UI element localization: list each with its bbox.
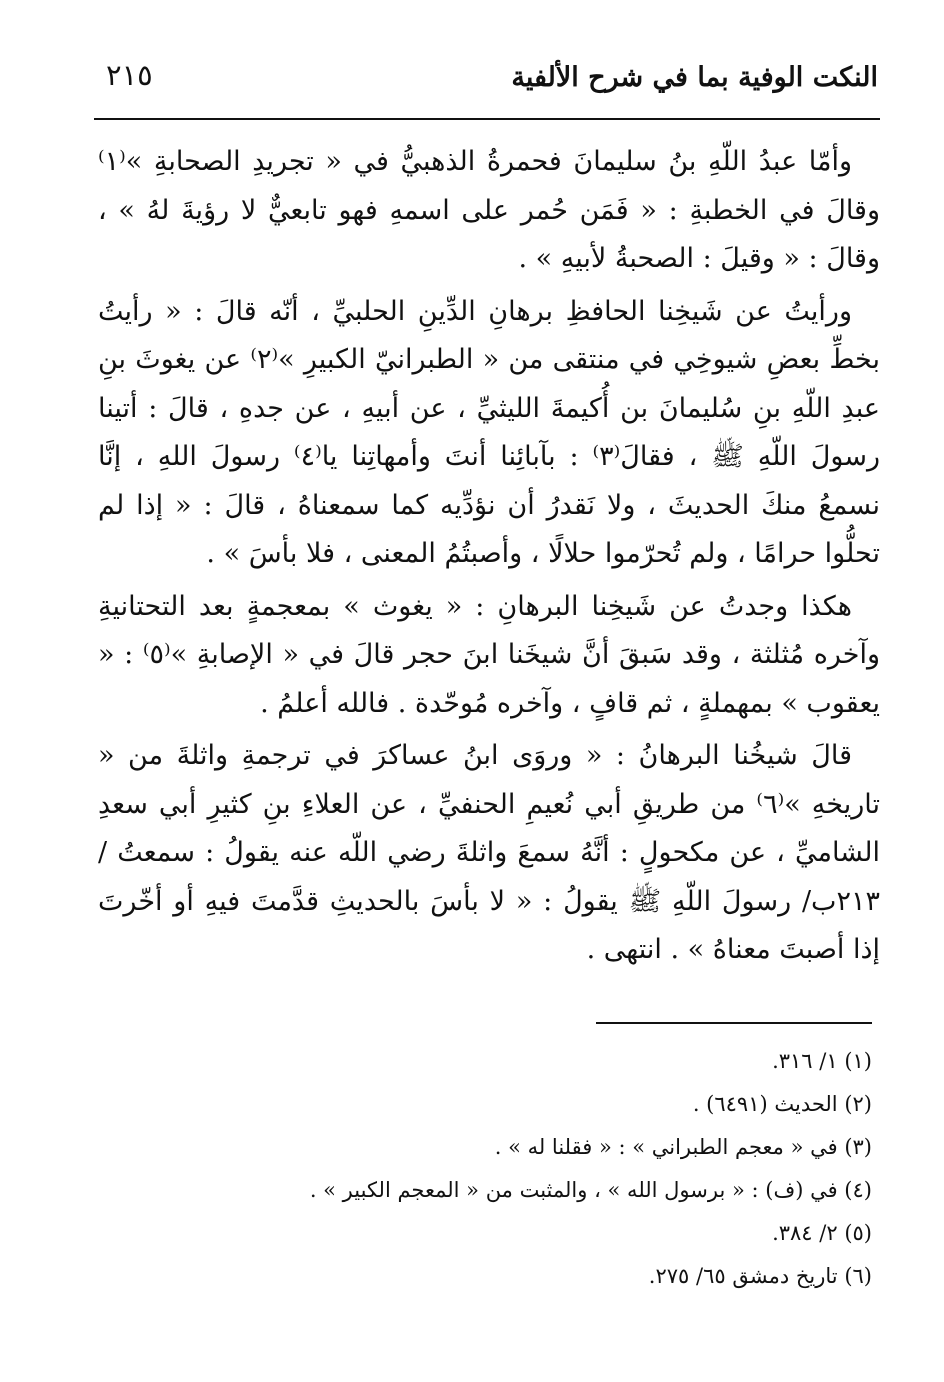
header-rule [94,118,880,120]
footnote: (٤) في (ف) : « برسول الله » ، والمثبت من « المعجم الكبير » . [309,1178,872,1202]
main-text [98,138,880,979]
footnote: (١) ١/ ٣١٦. [772,1049,872,1073]
paragraph: وأمّا عبدُ اللّهِ بنُ سليمانَ فحمرةُ الذهبيُّ في « تجريدِ الصحابةِ »⁽١⁾ وقالَ في الخطبةِ : « فَمَن حُمر على اسمهِ فهو تابعيٌّ لا رؤيةَ لهُ » ، وقالَ : « وقيلَ : الصحبةُ لأبيهِ » . [98,146,880,274]
paragraph: ورأيتُ عن شَيخِنا الحافظِ برهانِ الدِّينِ الحلبيِّ ، أنّه قالَ : « رأيتُ بخطِّ بعضِ شيوخِي في منتقى من « الطبرانيّ الكبيرِ »⁽٢⁾ عن يغوثَ بنِ عبدِ اللّهِ بنِ سُليمانَ بن أُكيمةَ الليثيِّ ، عن أبيهِ ، عن جدهِ ، قالَ : أتينا رسولَ اللّهِ ﷺ ، فقالَ⁽٣⁾ : بآبائِنا أنتَ وأمهاتِنا يا⁽٤⁾ رسولَ اللهِ ، إنَّا نسمعُ منكَ الحديثَ ، ولا نَقدرُ أن نؤدِّيه كما سمعناهُ ، قالَ : « إذا لم تحلُّوا حرامًا ، ولم تُحرّموا حلالًا ، وأصبتُمُ المعنى ، فلا بأسَ » . [98,295,880,569]
paragraph: قالَ شيخُنا البرهانُ : « وروَى ابنُ عساكرَ في ترجمةِ واثلةَ من « تاريخهِ »⁽٦⁾ من طريقِ أبي نُعيمِ الحنفيِّ ، عن العلاءِ بنِ كثيرِ أبي سعدِ الشاميِّ ، عن مكحولٍ : أنَّهُ سمعَ واثلةَ رضي اللّه عنه يقولُ : سمعتُ /٢١٣ب/ رسولَ اللّهِ ﷺ يقولُ : « لا بأسَ بالحديثِ قدَّمتَ فيهِ أو أخّرتَ إذا أصبتَ معناهُ » . انتهى . [98,740,881,965]
footnotes [112,1040,872,1298]
footnote: (٢) الحديث (٦٤٩١) . [692,1092,872,1116]
running-head [92,54,884,110]
paragraph: هكذا وجدتُ عن شَيخِنا البرهانِ : « يغوث » بمعجمةٍ بعد التحتانيةِ وآخره مُثلثة ، وقد سَبقَ أنَّ شيخَنا ابنَ حجر قالَ في « الإصابةِ »⁽٥⁾ : « يعقوب » بمهملةٍ ، ثم قافٍ ، وآخره مُوحّدة . فالله أعلمُ . [98,590,880,719]
footnote: (٣) في « معجم الطبراني » : « فقلنا له » . [494,1135,872,1159]
footnote: (٦) تاريخ دمشق ٦٥/ ٢٧٥. [648,1264,872,1288]
page-number: ٢١٥ [106,58,153,92]
running-title: النكت الوفية بما في شرح الألفية [511,62,878,93]
footnote-separator [596,1022,872,1024]
footnote: (٥) ٢/ ٣٨٤. [772,1221,872,1245]
